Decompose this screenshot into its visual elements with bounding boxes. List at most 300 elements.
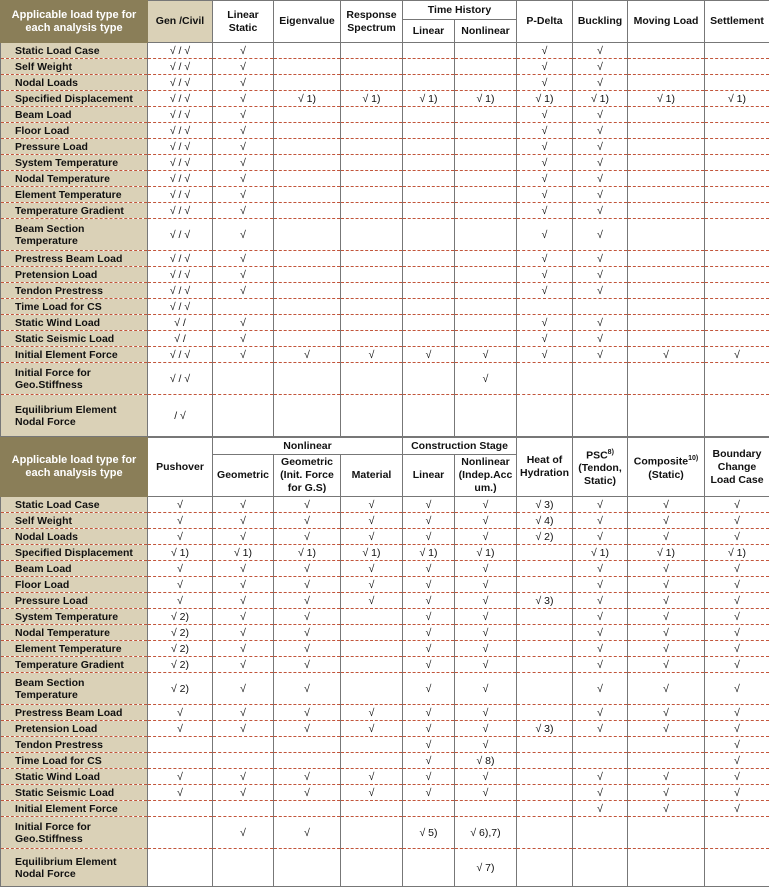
table-cell: √ [403,721,455,737]
table-cell [517,753,573,769]
table-cell [455,123,517,139]
table-cell [341,187,403,203]
table-cell: √ [628,561,705,577]
table-cell: √ [403,497,455,513]
table-cell [274,171,341,187]
row-label: System Temperature [1,155,148,171]
table-cell: √ [573,203,628,219]
table-cell [455,251,517,267]
table-cell: √ [213,641,274,657]
table-cell [705,171,769,187]
table-cell: √ [213,561,274,577]
table-cell: √ 1) [274,91,341,107]
table-cell [705,267,769,283]
table-cell: √ [403,529,455,545]
table-row [1,171,769,187]
table-cell [628,155,705,171]
table-cell: √ [705,705,769,721]
table-row [1,609,769,625]
header-geometric: Geometric [213,455,274,497]
table-cell: √ [517,187,573,203]
row-label: Nodal Loads [1,75,148,91]
table-cell [517,737,573,753]
table-cell: √ [573,609,628,625]
header-settlement: Settlement [705,1,769,43]
table-cell [274,753,341,769]
table-cell: √ [705,737,769,753]
table-row [1,801,769,817]
table-cell [628,315,705,331]
table-cell [341,641,403,657]
table-cell [573,817,628,849]
table-row [1,721,769,737]
table-cell: √ [341,705,403,721]
table-cell: √ [403,561,455,577]
table-cell: √ [628,641,705,657]
table-cell: √ [628,801,705,817]
table-cell: √ [705,785,769,801]
table-cell [517,545,573,561]
table-cell: √ [517,171,573,187]
table-cell [705,123,769,139]
table-cell [274,315,341,331]
table-row [1,107,769,123]
header-nonlinear: Nonlinear [213,438,403,455]
row-label: Prestress Beam Load [1,705,148,721]
table-cell [274,107,341,123]
header-p-delta: P-Delta [517,1,573,43]
table-cell [455,155,517,171]
table-cell [341,673,403,705]
table-cell: √ [148,593,213,609]
table-cell: √ [213,155,274,171]
table-cell: √ [455,347,517,363]
table-cell: √ 2) [148,673,213,705]
table-row [1,753,769,769]
table-cell [628,59,705,75]
table-cell [403,139,455,155]
row-label: Nodal Loads [1,529,148,545]
table-cell: √ [213,497,274,513]
table-cell [705,363,769,395]
table-cell: √ [573,593,628,609]
table-cell: √ [573,641,628,657]
header-material: Material [341,455,403,497]
table-cell: √ [274,817,341,849]
table-cell: √ [573,43,628,59]
table-cell: √ [455,561,517,577]
table-cell [705,59,769,75]
table-cell: √ [213,529,274,545]
table-cell [341,75,403,91]
row-label: Beam Load [1,561,148,577]
table-cell [274,299,341,315]
table-row [1,59,769,75]
table-cell: √ / √ [148,91,213,107]
psc-sublabel: (Tendon, Static) [578,462,622,487]
table-cell [403,283,455,299]
header-response-spectrum: Response Spectrum [341,1,403,43]
table-cell: √ [573,513,628,529]
table-cell [517,769,573,785]
table-cell [628,331,705,347]
table-cell [455,219,517,251]
table-cell: √ [341,347,403,363]
table-cell [517,817,573,849]
table-cell: √ 1) [573,545,628,561]
header-geometric-init: Geometric (Init. Force for G.S) [274,455,341,497]
table-cell [517,673,573,705]
row-label: Static Load Case [1,497,148,513]
table-cell: √ [274,561,341,577]
table-cell [403,267,455,283]
table-cell: √ [213,785,274,801]
table-cell [705,283,769,299]
table-cell: √ [213,139,274,155]
header-cs-nonlinear: Nonlinear (Indep.Acc um.) [455,455,517,497]
table-cell: √ [705,561,769,577]
table-cell [517,363,573,395]
table-row [1,187,769,203]
table-cell [341,331,403,347]
table-cell: √ [213,577,274,593]
table-cell: √ [274,721,341,737]
row-label: Floor Load [1,123,148,139]
table-cell [573,363,628,395]
table-cell: √ [213,705,274,721]
header-boundary-change: Boundary Change Load Case [705,438,769,497]
row-label: Initial Force for Geo.Stiffness [1,363,148,395]
table-cell: √ [274,529,341,545]
row-label: Self Weight [1,59,148,75]
table-cell: √ [705,529,769,545]
psc-label: PSC [586,449,608,461]
table-cell [628,737,705,753]
table-cell [148,737,213,753]
row-label: Equilibrium Element Nodal Force [1,395,148,437]
table-cell: √ [148,497,213,513]
header-cs-linear: Linear [403,455,455,497]
row-label: Time Load for CS [1,753,148,769]
table-cell: √ [705,497,769,513]
table-cell: √ [573,59,628,75]
table-cell [403,203,455,219]
table-cell [517,625,573,641]
table-cell [628,187,705,203]
row-label: Equilibrium Element Nodal Force [1,849,148,887]
table-cell: √ [213,331,274,347]
header-gen-civil: Gen /Civil [148,1,213,43]
table-cell: √ [455,577,517,593]
table-cell [455,331,517,347]
table-cell [148,801,213,817]
table-cell [628,43,705,59]
header-th-linear: Linear [403,20,455,43]
table-cell: √ [274,625,341,641]
table-cell: √ [455,705,517,721]
table-cell: √ [274,705,341,721]
table-cell [705,107,769,123]
table-cell: √ [628,593,705,609]
table-cell [403,43,455,59]
table-cell: √ [274,497,341,513]
analysis-load-table-1 [0,0,769,437]
table-cell: √ 3) [517,593,573,609]
table-cell: √ [573,123,628,139]
table-row [1,43,769,59]
table-cell [341,43,403,59]
table-cell: √ [573,577,628,593]
table-cell: √ / √ [148,283,213,299]
table-cell: √ [573,107,628,123]
table-cell [517,577,573,593]
table-cell [517,299,573,315]
table-cell [403,171,455,187]
table-cell: √ / √ [148,171,213,187]
table-cell [341,267,403,283]
table-cell: √ [705,769,769,785]
table-cell [403,331,455,347]
table-row [1,267,769,283]
table-cell [705,203,769,219]
table-cell [517,849,573,887]
header-moving-load: Moving Load [628,1,705,43]
row-label: System Temperature [1,609,148,625]
table-cell: √ / √ [148,107,213,123]
table-cell [705,75,769,91]
table-cell: √ [517,59,573,75]
table-cell: √ [573,673,628,705]
row-label: Initial Element Force [1,347,148,363]
table-cell [274,187,341,203]
table-cell: √ [573,187,628,203]
table-cell: √ 1) [628,91,705,107]
table-cell: √ [517,283,573,299]
table-cell: √ / √ [148,75,213,91]
table-cell: √ [213,43,274,59]
table-cell: √ [341,721,403,737]
table-cell: √ [628,673,705,705]
table-cell: √ [628,705,705,721]
table-cell: √ 4) [517,513,573,529]
table-cell [274,267,341,283]
row-label: Initial Force for Geo.Stiffness [1,817,148,849]
table-cell: √ [213,769,274,785]
table-cell [403,75,455,91]
table-cell [705,395,769,437]
table-cell: √ 6),7) [455,817,517,849]
table-cell [455,203,517,219]
table-cell [628,251,705,267]
table-row [1,315,769,331]
table-cell: √ / [148,315,213,331]
table-row [1,139,769,155]
table-cell: √ [705,625,769,641]
table-cell: √ [403,785,455,801]
table-cell [274,155,341,171]
table-cell [517,801,573,817]
table-cell: √ / √ [148,299,213,315]
table-cell [455,283,517,299]
table-cell [341,609,403,625]
header-time-history: Time History [403,1,517,20]
table-cell [455,801,517,817]
table-cell: √ / √ [148,219,213,251]
row-label: Nodal Temperature [1,625,148,641]
table-cell [455,267,517,283]
table-cell: √ [517,219,573,251]
table-cell [341,59,403,75]
table-cell: √ [213,75,274,91]
row-label: Static Load Case [1,43,148,59]
table-row [1,529,769,545]
table-row [1,123,769,139]
row-label: Static Wind Load [1,315,148,331]
table-cell: √ 1) [341,545,403,561]
table-cell: √ [705,641,769,657]
table-row [1,577,769,593]
table-cell: √ [274,673,341,705]
table-cell [341,203,403,219]
table-row [1,203,769,219]
table-cell [705,331,769,347]
table-cell [341,123,403,139]
table-cell [517,561,573,577]
table-cell: √ [573,705,628,721]
table-cell: √ [573,139,628,155]
row-label: Static Seismic Load [1,785,148,801]
table-cell: √ [148,577,213,593]
table-cell [517,395,573,437]
table-cell: √ 8) [455,753,517,769]
table-cell [455,395,517,437]
table-cell: √ [573,529,628,545]
table-cell: √ [274,347,341,363]
header-heat-of-hydration: Heat of Hydration [517,438,573,497]
table-cell [341,363,403,395]
table-cell [341,737,403,753]
header-linear-static: Linear Static [213,1,274,43]
table-cell: √ [213,91,274,107]
table-cell: √ [455,673,517,705]
table-cell [455,75,517,91]
table-cell: √ [573,155,628,171]
table-cell: √ [403,593,455,609]
table-cell: √ [705,577,769,593]
table-cell: √ [341,785,403,801]
table-cell: √ [573,801,628,817]
table-cell [213,753,274,769]
table-cell: √ 1) [455,91,517,107]
table-cell [628,219,705,251]
table-cell [628,75,705,91]
table-cell: √ [213,347,274,363]
table-cell: √ [213,171,274,187]
table-cell [213,299,274,315]
table-cell [517,785,573,801]
table-cell [705,251,769,267]
row-label: Element Temperature [1,641,148,657]
table-cell: √ [705,673,769,705]
table-cell [341,219,403,251]
table-cell [341,801,403,817]
table-cell: √ [573,561,628,577]
table-cell: √ [573,331,628,347]
table-row [1,219,769,251]
table-cell: √ [274,641,341,657]
table-cell [341,395,403,437]
table-cell [213,801,274,817]
table-cell: √ [213,673,274,705]
table-cell [705,817,769,849]
table-cell: √ [403,705,455,721]
table-cell: √ 1) [573,91,628,107]
table-cell: √ [274,769,341,785]
table-cell [628,817,705,849]
table-cell [403,219,455,251]
table-cell [705,155,769,171]
table-cell: √ [455,593,517,609]
row-label: Tendon Prestress [1,737,148,753]
table-cell: √ [341,497,403,513]
table-cell: √ [213,267,274,283]
row-label: Prestress Beam Load [1,251,148,267]
table-cell: √ / √ [148,187,213,203]
table-cell [455,59,517,75]
table-cell [274,203,341,219]
table-cell [403,315,455,331]
table-row [1,395,769,437]
table-row [1,497,769,513]
table-cell [455,187,517,203]
table-cell [455,315,517,331]
table-cell: √ 3) [517,721,573,737]
table-cell: √ [403,577,455,593]
table-cell [274,219,341,251]
row-label: Pretension Load [1,721,148,737]
table-cell [628,283,705,299]
table-cell [455,107,517,123]
row-label: Static Wind Load [1,769,148,785]
table-cell [573,737,628,753]
table-cell [517,705,573,721]
table-cell [403,801,455,817]
table-cell: √ 2) [148,641,213,657]
table-cell: √ [705,513,769,529]
table-cell [274,123,341,139]
table-cell: √ [148,785,213,801]
table-cell [628,139,705,155]
table-cell [403,363,455,395]
table-cell: √ [455,529,517,545]
table-cell: √ [517,203,573,219]
table-cell: √ [213,219,274,251]
header-composite [628,438,705,497]
table-cell: √ [517,107,573,123]
table-cell: √ [274,785,341,801]
row-label: Beam Load [1,107,148,123]
table-cell: √ 1) [517,91,573,107]
table-cell: √ [628,529,705,545]
table-cell [628,299,705,315]
table-cell [341,657,403,673]
table-row [1,593,769,609]
table-cell: √ [148,561,213,577]
table-cell: √ [274,657,341,673]
table-cell [148,753,213,769]
row-label: Pretension Load [1,267,148,283]
header-psc [573,438,628,497]
